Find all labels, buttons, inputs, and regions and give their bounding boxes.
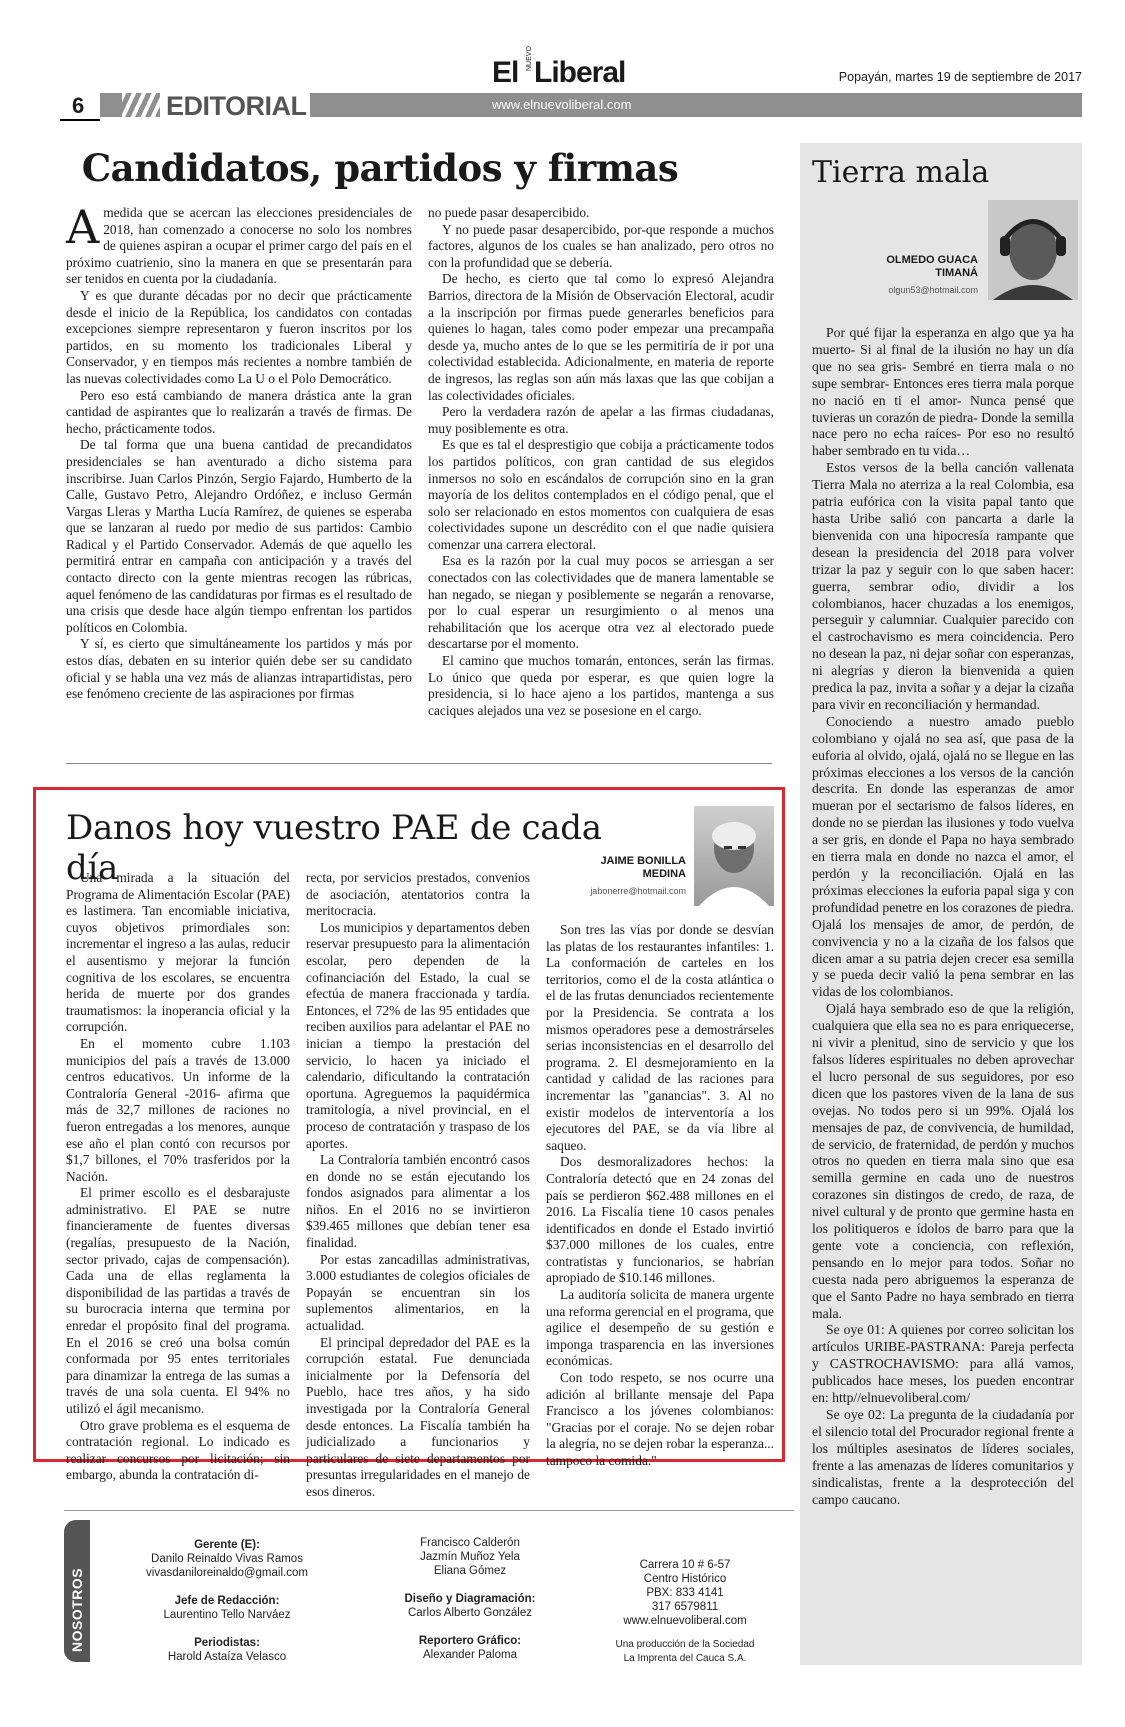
editorial-title: Candidatos, partidos y firmas <box>81 146 679 190</box>
diseno-name: Carlos Alberto González <box>407 1607 532 1619</box>
masthead-logo <box>492 46 652 92</box>
page-number-box <box>60 93 100 121</box>
paragraph: La Contraloría también encontró casos en donde no se están ejecutando los fondos asignados para alimentar a los niños. En el 2016 no se invirtieron $39.465 millones que debían tener esa finalidad. <box>306 1152 530 1251</box>
paragraph: Los municipios y departamentos deben reservar presupuesto para la alimentación escolar, pero dependen de la cofinanciación del Estado, la cual se efectúa de manera fraccionada y tardía. Entonces, el 72% de las 95 entidades que reciben auxilios para adelantar el PAE no inician a tiempo la prestación del servicio, lo hacen ya iniciado el calendario, dificultando la contratación oportuna. Agreguemos la paquidérmica tramitología, a nivel provincial, en el proceso de contratación y traspaso de los aportes. <box>306 919 530 1151</box>
author-email: olgun53@hotmail.com <box>888 285 978 295</box>
paragraph: La auditoría solicita de manera urgente una reforma gerencial en el programa, que agilice el desempeño de su gestión e imponga trasparencia en las inversiones económicas. <box>546 1287 774 1369</box>
gerente-label: Gerente (E): <box>194 1539 260 1551</box>
gerente-email[interactable]: vivasdaniloreinaldo@gmail.com <box>146 1567 308 1579</box>
periodista-name: Francisco Calderón <box>420 1537 520 1549</box>
paragraph: Con todo respeto, se nos ocurre una adición al brillante mensaje del Papa Francisco a los jóvenes colombianos: "Gracias por el coraje. No se dejen robar la alegría, no se dejen robar la esperanza... tampoco la comida." <box>546 1370 774 1468</box>
staff-col-1 <box>112 1538 342 1664</box>
author-portrait-icon <box>694 806 774 906</box>
footer-website[interactable]: www.elnuevoliberal.com <box>623 1615 747 1627</box>
header-date: Popayán, martes 19 de septiembre de 2017 <box>838 70 1082 84</box>
paragraph: Otro grave problema es el esquema de contratación regional. Lo indicado es realizar concursos por licitación; sin embargo, abunda la contratación di- <box>66 1417 290 1483</box>
address-line: Centro Histórico <box>643 1573 727 1585</box>
paragraph: Es que es tal el desprestigio que cobija a prácticamente todos los partidos políticos, con gran cantidad de sus elegidos inmersos no solo en escándalos de corrupción sino en la gran mayoría de los delitos contemplados en el código penal, que el solo ser relacionado en estos momentos con cualquiera de esas colectividades supone un descrédito con el que nadie quisiera comenzar una carrera electoral. <box>428 437 774 552</box>
pae-column-2 <box>306 870 530 1501</box>
periodista-name: Jazmín Muñoz Yela <box>420 1551 520 1563</box>
section-divider <box>66 763 772 764</box>
paragraph: Y es que durante décadas por no decir que prácticamente desde el inicio de la República, los candidatos con contadas excepciones siempre representaron y fueron inscritos por los partidos, en su momento los tradicionales Liberal y Conservador, y en tiempos más recientes a nombre también de las nuevas colectividades como La U o el Polo Democrático. <box>66 287 412 386</box>
paragraph: Por estas zancadillas administrativas, 3.000 estudiantes de colegios oficiales de Popayán se encuentran sin los suplementos alimentarios, en la actualidad. <box>306 1251 530 1334</box>
periodista-name: Harold Astaíza Velasco <box>167 1651 287 1663</box>
author-name-line1: OLMEDO GUACA <box>886 254 978 266</box>
logo-liberal: Liberal <box>534 56 626 89</box>
jefe-name: Laurentino Tello Narváez <box>163 1609 291 1621</box>
address-line: Carrera 10 # 6-57 <box>639 1559 731 1571</box>
footer-tab <box>64 1520 90 1662</box>
page-number: 6 <box>72 93 85 118</box>
paragraph: El primer escollo es el desbarajuste administrativo. El PAE se nutre financieramente de fuentes diversas (regalías, presupuesto de la Nación, sector privado, cajas de compensación). Cada una de ellas reglamenta la disponibilidad de las partidas a través de su burocracia interna que termina por enredar el propósito final del programa. En el 2016 se creó una bolsa común conformada por 95 entes territoriales para dinamizar la entrega de las sumas a través de una sola cuenta. El 94% no utilizó el ágil mecanismo. <box>66 1185 290 1416</box>
paragraph: El principal depredador del PAE es la corrupción estatal. Fue denunciada inicialmente por la Defensoría del Pueblo, hace tres años, y ha sido investigada por la Contraloría General desde entonces. La Fiscalía también ha judicializado a funcionarios y particulares de siete departamentos por presuntas irregularidades en el manejo de esos dineros. <box>306 1334 530 1499</box>
produccion-line: Una producción de la Sociedad <box>615 1639 755 1650</box>
paragraph: Dos desmoralizadores hechos: la Contraloría detectó que en 24 zonas del país se perdieron $62.488 millones en el 2016. La Fiscalía tiene 10 casos penales identificados en donde el Estado invirtió $37.000 millones de los cuales, entre contratistas y funcionarios, se habrían apropiado de $10.146 millones. <box>546 1154 774 1286</box>
section-label-box <box>160 93 310 119</box>
reportero-label: Reportero Gráfico: <box>418 1635 522 1647</box>
staff-col-3 <box>590 1558 780 1666</box>
diseno-label: Diseño y Diagramación: <box>404 1593 536 1605</box>
paragraph: Estos versos de la bella canción vallenata Tierra Mala no aterriza a la real Colombia, esa patria eufórica con la visita papal tanto que hasta Uribe salió con pancarta a darle la bienvenida con una hipocresía rampante que desean la presidencia del 2018 para volver trizar la paz y seguir con lo que saben hacer: guerra, sembrar odio, dividir a los colombianos, hacer chuzadas a los enemigos, perseguir y calumniar. Cualquier parecido con el castrochavismo es mera coincidencia. Pero no desean la paz, ni dejar soñar con esperanzas, ni alegrías y dieron la bienvenida a quien predica la paz, invita a soñar y a dejar la cizaña para vivir en reconciliación y hermandad. <box>812 460 1074 712</box>
staff-col-2 <box>360 1536 580 1662</box>
footer-top-rule <box>64 1510 794 1511</box>
paragraph: Esa es la razón por la cual muy pocos se arriesgan a ser conectados con las colectividades que de manera lamentable se han negado, se niegan y posiblemente se negarán a renovarse, por lo cual esperar un resurgimiento o al menos una rehabilitación que los acerque otra vez al electorado puede descartarse por el momento. <box>428 553 774 652</box>
phone-number: 317 6579811 <box>651 1601 719 1613</box>
reportero-name: Alexander Paloma <box>423 1649 517 1661</box>
jefe-label: Jefe de Redacción: <box>174 1595 280 1607</box>
gerente-name: Danilo Reinaldo Vivas Ramos <box>151 1553 303 1565</box>
drop-cap: A <box>66 200 100 254</box>
paragraph: Ojalá haya sembrado eso de que la religión, cualquiera que ella sea no es para enriquecerse, ni vivir a plenitud, sino de servicio y que los falsos líderes espirituales no deben aprovechar el lucro personal de sus seguidores, por eso dicen que los pastores viven de la lana de sus ovejas. No todos pero si un 99%. Ojalá los mensajes de paz, de convivencia, de humildad, de servicio, de fraternidad, de perdón y muchos otros no queden en tierra mala sino que esa semilla germine en cada uno de nuestros corazones sin distingos de credo, de raza, de nivel cultural y de pronto que germine hasta en los politiqueros e ídolos de barro para que la gente vote a conciencia, con reflexión, pensando en lo mejor para todos. Soñar no cuesta nada pero abriguemos la esperanza de que el Santo Padre no haya sembrado en tierra mala. <box>812 1001 1074 1321</box>
author-email: jabonerre@hotmail.com <box>590 886 686 896</box>
paragraph: Una mirada a la situación del Programa de Alimentación Escolar (PAE) es lastimera. Tan encomiable iniciativa, cuyos objetivos primordiales son: incrementar el ingreso a las aulas, reducir el ausentismo y mejorar la función cognitiva de los escolares, se encuentra herida de muerte por dos grandes traumatismos: la inoperancia oficial y la corrupción. <box>66 870 290 1035</box>
editorial-column-1 <box>66 200 412 703</box>
paragraph: Y sí, es cierto que simultáneamente los partidos y más por estos días, debaten en su interior quién debe ser su candidato oficial y se habla una vez más de alianzas intrapartidistas, pero ese fenómeno creciente de las aspiraciones por firmas <box>66 636 412 702</box>
sidebar-text <box>812 325 1074 1508</box>
pae-column-1 <box>66 870 290 1484</box>
logo-el: El <box>492 56 519 89</box>
paragraph: En el momento cubre 1.103 municipios del país a través de 13.000 centros educativos. Un informe de la Contraloría General -2016- afirma que más de 32,7 millones de raciones no fueron entregadas a los menores, aunque ese año el plan contó con recursos por $1,7 billones, el 70% trasferidos por la Nación. <box>66 1035 290 1184</box>
author-name-line2: TIMANÁ <box>935 267 978 279</box>
author-portrait-icon <box>988 200 1078 300</box>
paragraph: De hecho, es cierto que tal como lo expresó Alejandra Barrios, directora de la Misión de Observación Electoral, acudir a la inscripción por firmas puede generarles beneficios para quienes lo hagan, tales como poder empezar una precampaña desde ya, mucho antes de lo que se les permitiría de ir por una colectividad establecida. Adicionalmente, en materia de reporte de ingresos, las reglas son aún más laxas que las que cobijan a las colectividades oficiales. <box>428 271 774 403</box>
editorial-column-2 <box>428 205 774 719</box>
paragraph: Pero la verdadera razón de apelar a las firmas ciudadanas, muy posiblemente es otra. <box>428 404 774 436</box>
paragraph: no puede pasar desapercibido. <box>428 205 590 220</box>
author-photo <box>694 806 774 906</box>
periodista-name: Eliana Gómez <box>433 1565 507 1577</box>
paragraph: Conociendo a nuestro amado pueblo colombiano y ojalá no sea así, que pasa de la euforia al olvido, ojalá, ojalá no se llegue en las próximas elecciones a los versos de la canción descrita. En donde las esperanzas de amor mueran por el sectarismo de falsos líderes, en donde no se pierdan las ilusiones y todo vuelva a ser gris, en donde el Papa no haya sembrado en tierra mala en donde no nazca el amor, el perdón y la reconciliación. Ojalá en las próximas elecciones la euforia papal siga y con profundidad penetre en los corazones de piedra. Ojalá los mensajes de amor, de perdón, de convivencia y no a la cizaña de los falsos que dicen amar a su patria dejen crecer esa semilla y se pueda decir valió la pena sembrar en las vidas de los colombianos. <box>812 713 1074 1000</box>
paragraph: Se oye 02: La pregunta de la ciudadanía por el silencio total del Procurador regional frente a los múltiples asesinatos de líderes sociales, frente a las amenazas de líderes comunitarios y sindicalistas, frente a la desprotección del campo caucano. <box>812 1407 1074 1507</box>
section-stripes <box>122 93 160 117</box>
author-name-line2: MEDINA <box>642 868 686 880</box>
paragraph: Y no puede pasar desapercibido, por-que responde a muchos factores, algunos de los cuales se han analizado, pero otros no con la profundidad que se debería. <box>428 221 774 270</box>
periodistas-label: Periodistas: <box>194 1637 260 1649</box>
footer-tab-label: NOSOTROS <box>69 1567 85 1652</box>
sidebar-title: Tierra mala <box>812 155 990 190</box>
pae-column-3 <box>546 922 774 1470</box>
paragraph: De tal forma que una buena cantidad de precandidatos presidenciales se han aventurado a dicho sistema para inscribirse. Juan Carlos Pinzón, Sergio Fajardo, Humberto de la Calle, Gustavo Petro, Alejandro Ordóñez, e incluso Germán Vargas Lleras y Martha Lucía Ramírez, de quienes se esperaba que se lanzaran al ruedo por medio de sus partidos: Cambio Radical y el Partido Conservador. Además de que aquello les permitirá entrar en campaña con anticipación y a través del contacto directo con la gente mientras recogen las rúbricas, aquel fenómeno de las candidaturas por firmas es el resultado de una crisis que desde hace algún tiempo enfrentan los partidos políticos en Colombia. <box>66 437 412 635</box>
author-name-line1: JAIME BONILLA <box>600 855 686 867</box>
sidebar-author <box>848 254 978 297</box>
produccion-line: La Imprenta del Cauca S.A. <box>623 1653 747 1664</box>
paragraph: Pero eso está cambiando de manera drástica ante la gran cantidad de aspirantes que lo realizarán a través de firmas. De hecho, prácticamente todos. <box>66 387 412 436</box>
pbx-number: PBX: 833 4141 <box>646 1587 724 1599</box>
paragraph: medida que se acercan las elecciones presidenciales de 2018, han comenzado a conocerse no solo los nombres de quienes aspiran a ocupar el primer cargo del país en el próximo cuatrienio, sino la manera en que se presentarán para ser tenidos en cuenta por la ciudadanía. <box>66 205 412 287</box>
paragraph: Se oye 01: A quienes por correo solicitan los artículos URIBE-PASTRANA: Pareja perfecta y CASTROCHAVISMO: para allá vamos, publicados hace meses, los pueden encontrar en: http//elnuevoliberal.com/ <box>812 1322 1074 1406</box>
section-title: EDITORIAL <box>166 91 307 121</box>
header-website[interactable]: www.elnuevoliberal.com <box>492 97 632 112</box>
paragraph: Por qué fijar la esperanza en algo que ya ha muerto- Si al final de la ilusión no hay un día que no sea gris- Sembré en tierra mala o no supe sembrar- Entonces eres tierra mala porque no nació en ti el amor- Nunca pensé que tuvieras un corazón de piedra- Donde la semilla nace pero no echa raíces- Por eso no resultó haber sembrado en tu vida… <box>812 325 1074 459</box>
column-author <box>540 855 686 898</box>
sidebar-author-photo <box>988 200 1078 300</box>
logo-nuevo: NUEVO <box>526 46 533 71</box>
paragraph: recta, por servicios prestados, convenios de asociación, atentatorios contra la meritocracia. <box>306 870 530 919</box>
paragraph: El camino que muchos tomarán, entonces, serán las firmas. Lo único que queda por esperar, es que quien logre la presidencia, si lo hace ajeno a los partidos, mantenga a sus caciques alejados una vez se posesione en el cargo. <box>428 653 774 718</box>
column-title: Danos hoy vuestro PAE de cada día <box>66 808 602 888</box>
paragraph: Son tres las vías por donde se desvían las platas de los restaurantes infantiles: 1. La conformación de carteles en los territorios, como el de la costa atlántica o el de las frutas denunciados recientemente por la Presidencia. Se contrata a los mismos operadores pese a demostrárseles serias inconsistencias en el desarrollo del programa. 2. El desmejoramiento en la cantidad y calidad de las raciones para incrementar las "ganancias". 3. Al no existir modelos de interventoría a los ejecutores del PAE, se da vía libre al saqueo. <box>546 922 774 1153</box>
